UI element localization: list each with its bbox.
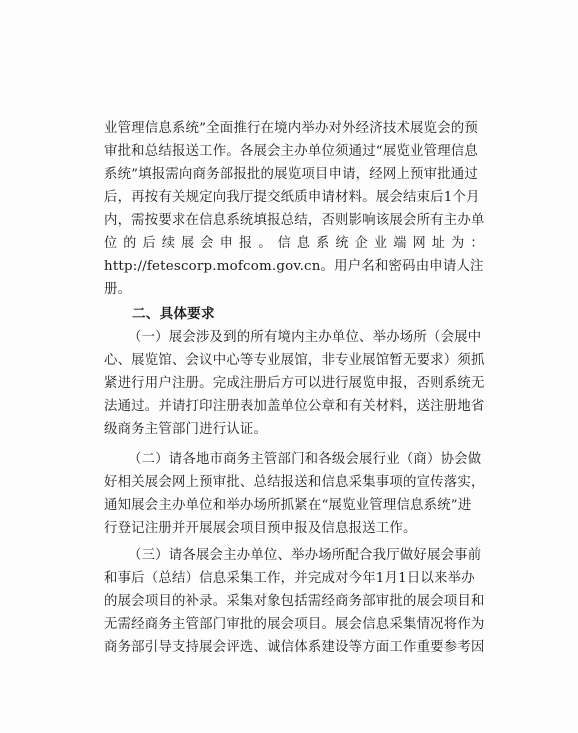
paragraph-line: 册。: [104, 282, 132, 297]
paragraph-line: http://fetescorp.mofcom.gov.cn。用户名和密码由申请人注: [104, 259, 484, 274]
paragraph-line: 系统”填报需向商务部报批的展览项目申请，经网上预审批通过: [104, 167, 478, 182]
paragraph-line: （一）展会涉及到的所有境内主办单位、举办场所（会展中: [128, 330, 482, 345]
paragraph-line: 的展会项目的补录。采集对象包括需经商务部审批的展会项目和: [104, 594, 485, 609]
paragraph-line: 位的后续展会申报。信息系统企业端网址为：: [104, 236, 490, 251]
paragraph-line: 好相关展会网上预审批、总结报送和信息采集事项的宣传落实，: [104, 475, 485, 490]
paragraph-line: 法通过。并请打印注册表加盖单位公章和有关材料，送注册地省: [104, 399, 485, 414]
paragraph-line: 审批和总结报送工作。各展会主办单位须通过“展览业管理信息: [104, 144, 478, 159]
paragraph-line: 无需经商务主管部门审批的展会项目。展会信息采集情况将作为: [104, 617, 485, 632]
paragraph-line: 后，再按有关规定向我厅提交纸质申请材料。展会结束后1个月: [104, 190, 480, 205]
paragraph-line: （二）请各地市商务主管部门和各级会展行业（商）协会做: [128, 452, 482, 467]
paragraph-line: 业管理信息系统”全面推行在境内举办对外经济技术展览会的预: [104, 121, 478, 136]
paragraph-line: 紧进行用户注册。完成注册后方可以进行展览申报，否则系统无: [104, 376, 485, 391]
paragraph-line: 级商务主管部门进行认证。: [104, 422, 268, 437]
paragraph-line: 心、展览馆、会议中心等专业展馆，非专业展馆暂无要求）须抓: [104, 353, 485, 368]
paragraph-line: 内，需按要求在信息系统填报总结，否则影响该展会所有主办单: [104, 213, 485, 228]
paragraph-line: 商务部引导支持展会评选、诚信体系建设等方面工作重要参考因: [104, 640, 485, 655]
paragraph-line: 和事后（总结）信息采集工作，并完成对今年1月1日以来举办: [104, 571, 475, 586]
section-heading: 二、具体要求: [132, 306, 215, 322]
paragraph-line: （三）请各展会主办单位、举办场所配合我厅做好展会事前: [128, 548, 482, 563]
paragraph-line: 通知展会主办单位和举办场所抓紧在“展览业管理信息系统”进: [104, 498, 472, 513]
paragraph-line: 行登记注册并开展展会项目预申报及信息报送工作。: [104, 521, 417, 536]
